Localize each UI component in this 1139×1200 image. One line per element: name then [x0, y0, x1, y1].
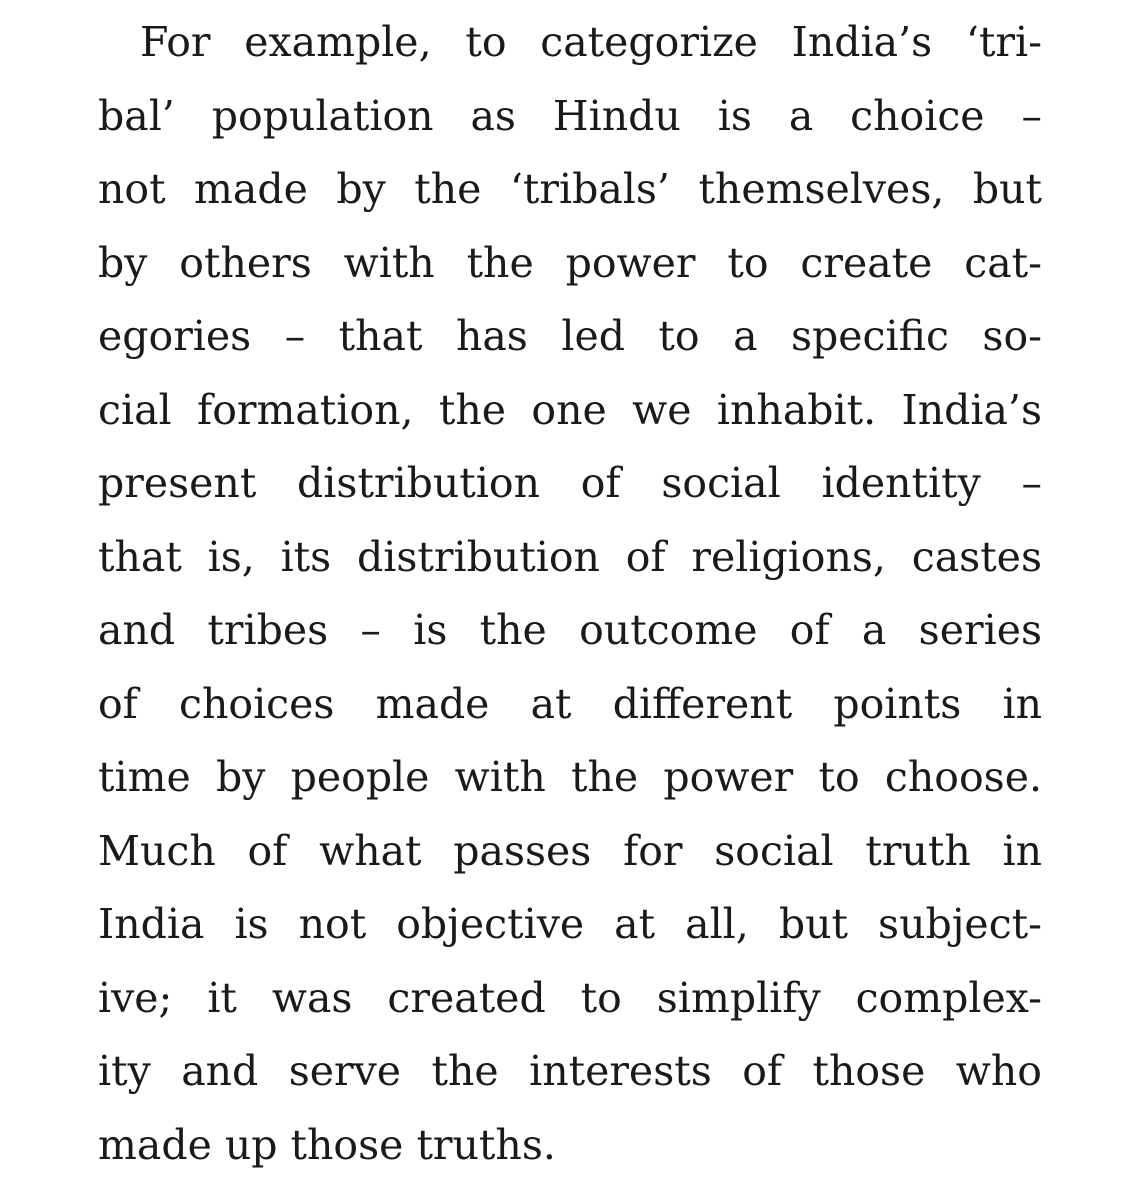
- text-line-7: present distribution of social identity –: [98, 459, 1042, 507]
- text-line-5: egories – that has led to a specific so-: [98, 312, 1042, 360]
- text-line-14: ive; it was created to simplify complex-: [98, 973, 1042, 1022]
- text-line-3: not made by the ‘tribals’ themselves, but: [98, 165, 1042, 213]
- text-line-12: Much of what passes for social truth in: [98, 826, 1042, 875]
- text-line-4: by others with the power to create cat-: [98, 238, 1042, 287]
- body-paragraph: [98, 6, 1042, 1182]
- text-line-16: made up those truths.: [98, 1120, 556, 1169]
- text-line-9: and tribes – is the outcome of a series: [98, 606, 1042, 654]
- text-line-10: of choices made at different points in: [98, 679, 1042, 728]
- text-line-1: For example, to categorize India’s ‘tri-: [140, 18, 1042, 66]
- text-line-11: time by people with the power to choose.: [98, 753, 1042, 801]
- text-line-2: bal’ population as Hindu is a choice –: [98, 91, 1042, 140]
- text-line-6: cial formation, the one we inhabit. India’s: [98, 385, 1042, 434]
- text-line-13: India is not objective at all, but subject-: [98, 900, 1042, 948]
- text-line-8: that is, its distribution of religions, castes: [98, 532, 1042, 581]
- text-line-15: ity and serve the interests of those who: [98, 1047, 1042, 1095]
